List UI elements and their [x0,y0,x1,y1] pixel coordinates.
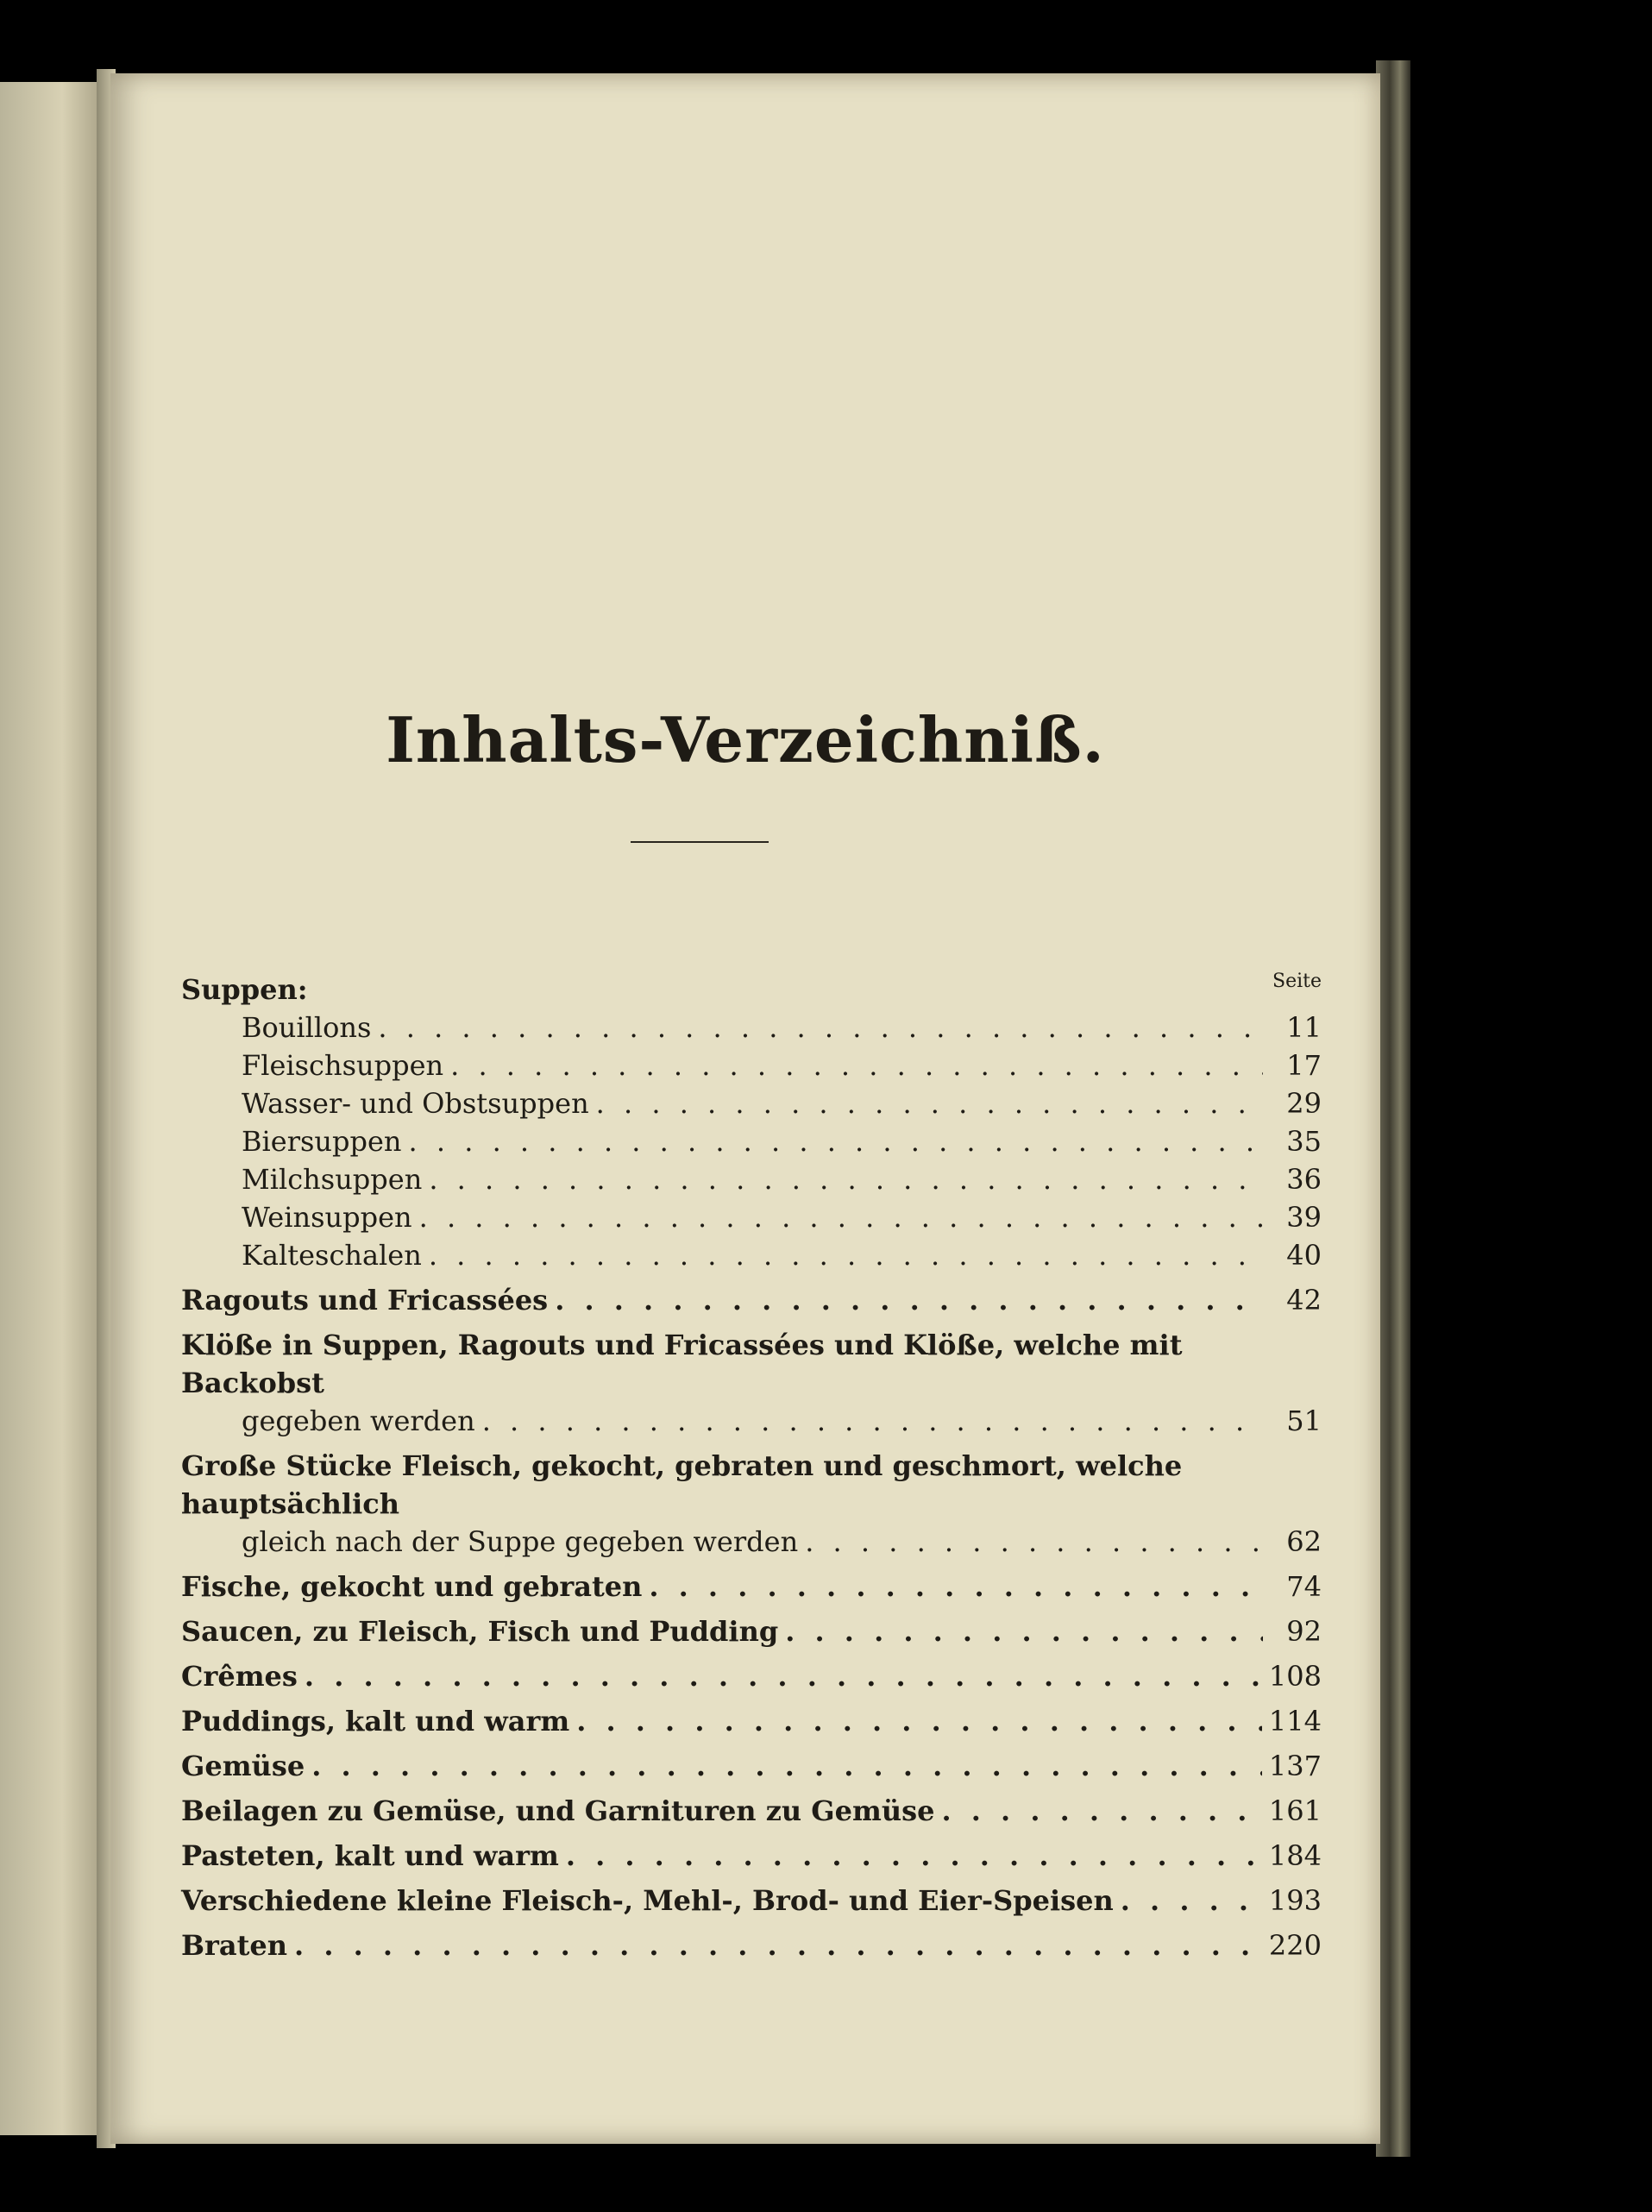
toc-entry-ragouts: Ragouts und Fricassées . . . 42 [181,1281,1322,1319]
section-heading-suppen: Suppen: [181,973,308,1006]
page-title: Inhalts-Verzeichniß. [386,703,1105,776]
list-item: Bouillons . . . 11 [181,1009,1322,1046]
toc-entry-saucen: Saucen, zu Fleisch, Fisch und Pudding . . . 92 [181,1612,1322,1650]
toc-entry-fische: Fische, gekocht und gebraten . . . 74 [181,1568,1322,1606]
toc-entry-kloesse: Klöße in Suppen, Ragouts und Fricassées und Klöße, welche mit Backobst gegeben werden . . . 51 [181,1326,1322,1440]
toc-entry-beilagen: Beilagen zu Gemüse, und Garnituren zu Gemüse . . . 161 [181,1792,1322,1830]
toc-entry-cremes: Crêmes . . . 108 [181,1657,1322,1695]
list-item: Wasser- und Obstsuppen . . . 29 [181,1084,1322,1122]
list-item: Biersuppen . . . 35 [181,1122,1322,1160]
toc-entry-braten: Braten . . . 220 [181,1926,1322,1964]
book-binding [1376,60,1410,2157]
toc-entry-verschiedene: Verschiedene kleine Fleisch-, Mehl-, Brod- und Eier-Speisen . . . 193 [181,1882,1322,1920]
table-of-contents [181,971,1322,1964]
list-item: Fleischsuppen . . . 17 [181,1046,1322,1084]
list-item: Weinsuppen . . . 39 [181,1198,1322,1236]
list-item: Kalteschalen . . . 40 [181,1236,1322,1274]
list-item: Milchsuppen . . . 36 [181,1160,1322,1198]
toc-entry-grosse-stuecke: Große Stücke Fleisch, gekocht, gebraten und geschmort, welche hauptsächlich gleich nach der Suppe gegeben werden . . . 62 [181,1447,1322,1561]
book-page [110,73,1380,2144]
toc-entry-gemuese: Gemüse . . . 137 [181,1747,1322,1785]
toc-entry-puddings: Puddings, kalt und warm . . . 114 [181,1702,1322,1740]
toc-entry-pasteten: Pasteten, kalt und warm . . . 184 [181,1837,1322,1875]
title-divider [631,841,769,843]
seite-column-label: Seite [1272,971,1322,992]
facing-page-edge [0,82,104,2135]
